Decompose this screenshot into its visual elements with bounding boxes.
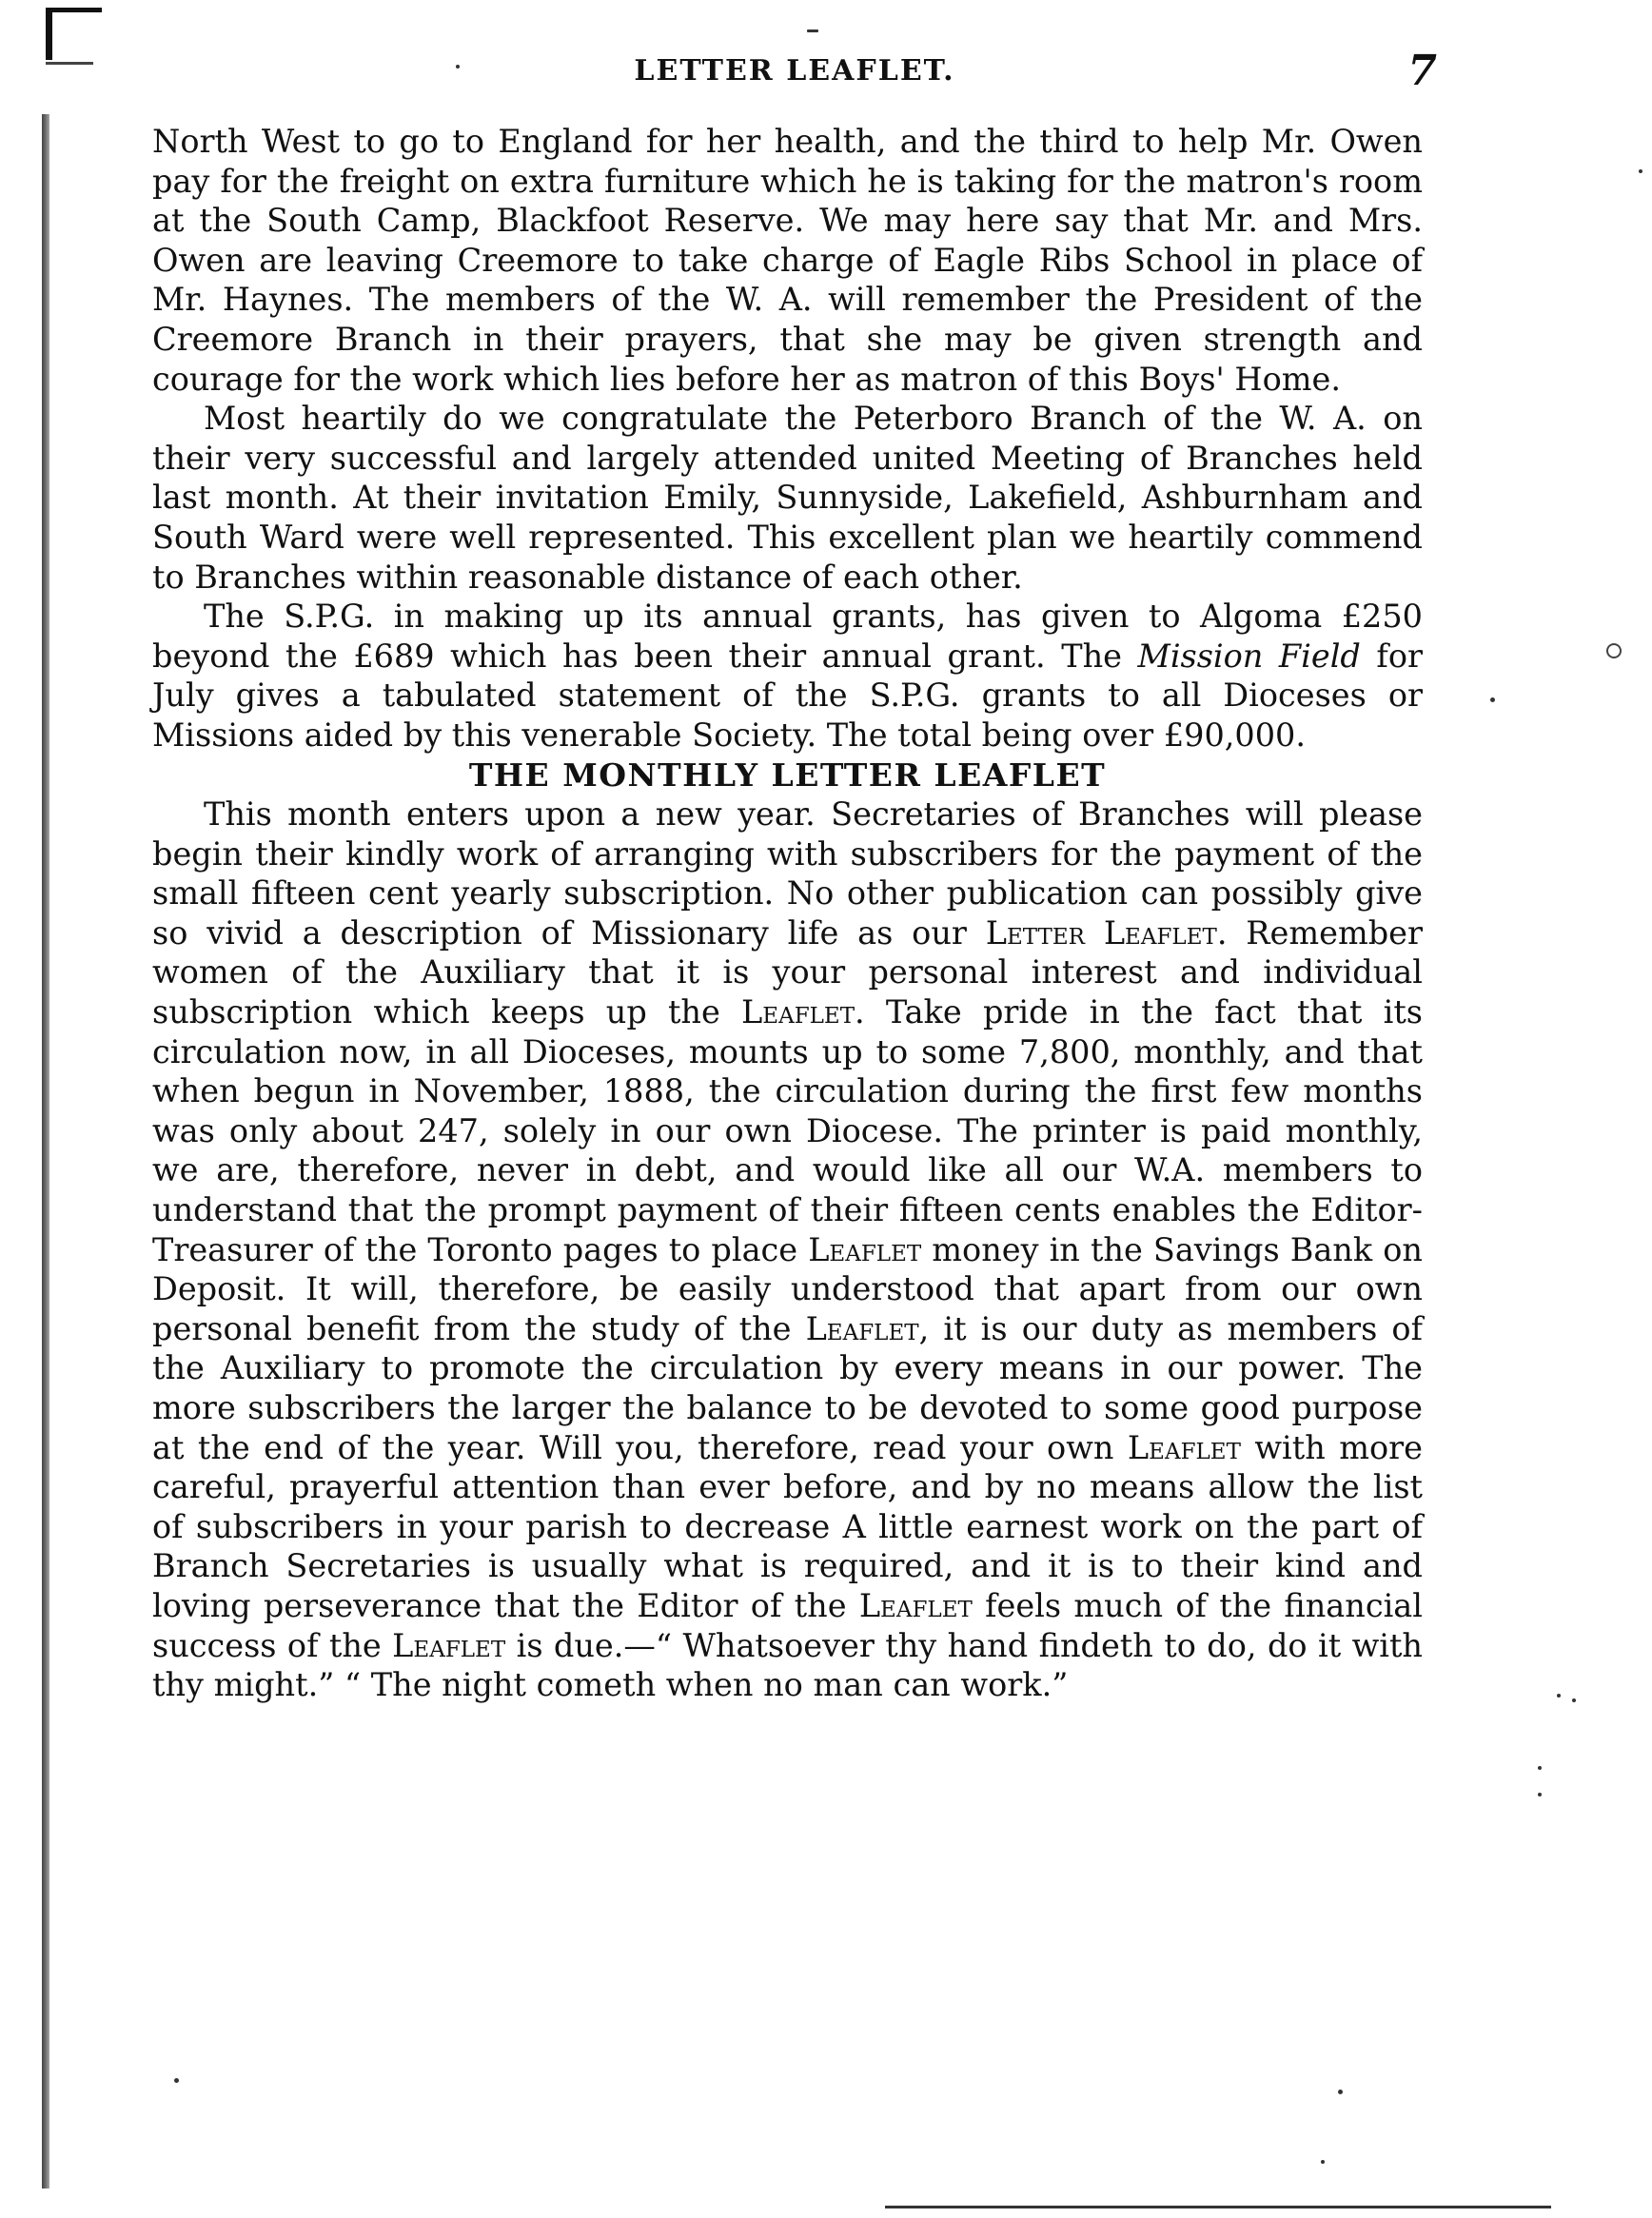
paragraph-3-text-b: for July gives a tabulated statement of the S.P.G. grants to all Dioceses or Missions aided by this venerable Society. The total being over £90,000. — [152, 637, 1424, 754]
speck — [1321, 2160, 1325, 2164]
running-title: LETTER LEAFLET. — [634, 54, 955, 88]
body-text — [152, 122, 1423, 1705]
bottom-scan-line — [885, 2206, 1551, 2208]
speck — [1606, 643, 1622, 658]
small-caps-leaflet-4: Leaflet — [1127, 1428, 1241, 1466]
paragraph-4-text-6: with more careful, prayerful attention than ever before, and by no means allow the list of subscribers in your parish to decrease A little earnest work on the part of Branch Secretaries is usually what is required, and it is to their kind and loving perseverance that the Editor of the — [152, 1428, 1424, 1624]
paragraph-4-text-1: This month enters upon a new year. Secretaries of Branches will please begin their kindly work of arranging with subscribers for the payment of the small fifteen cent yearly subscription. No other publication can possibly give so vivid a description of Missionary life as our — [152, 795, 1423, 952]
paragraph-4-text-3: Take pride in the fact that its circulation now, in all Dioceses, mounts up to some 7,800, monthly, and that when begun in November, 1888, the circulation during the first few months was only about 247, solely in our own Diocese. The printer is paid monthly, we are, therefore, never in debt, and would like all our W.A. members to understand that the prompt payment of their fifteen cents enables the Editor-Treasurer of the Toronto pages to place — [152, 993, 1423, 1268]
speck — [1557, 1694, 1561, 1698]
paragraph-2: Most heartily do we congratulate the Peterboro Branch of the W. A. on their very successful and largely attended united Meeting of Branches held last month. At their invitation Emily, Sunnyside, Lakefield, Ashburnham and South Ward were well represented. This excellent plan we heartily commend to Branches within reasonable distance of each other. — [152, 400, 1423, 596]
paragraph-4 — [152, 795, 1423, 1705]
speck — [807, 29, 818, 32]
binding-corner-mark — [46, 8, 102, 60]
paragraph-3 — [152, 597, 1423, 755]
speck — [1490, 697, 1495, 702]
speck — [456, 65, 460, 69]
paragraph-4-text-8: is due.—“ Whatsoever thy hand findeth to do, do it with thy might.” “ The night cometh when no man can work.” — [152, 1626, 1423, 1704]
speck — [174, 2078, 179, 2083]
small-caps-leaflet-3: Leaflet, — [805, 1309, 930, 1347]
small-caps-leaflet-2: Leaflet — [808, 1230, 922, 1268]
section-heading: THE MONTHLY LETTER LEAFLET — [468, 756, 1107, 794]
paragraph-4-text-7: feels much of the financial success of the — [152, 1586, 1423, 1664]
speck — [1538, 1766, 1542, 1770]
speck — [1338, 2090, 1343, 2094]
small-caps-leaflet-1: Leaflet. — [741, 993, 865, 1031]
small-caps-leaflet-5: Leaflet — [858, 1586, 973, 1624]
speck — [1639, 169, 1642, 173]
paragraph-3-text-a: The S.P.G. in making up its annual grants, has given to Algoma £250 beyond the £689 which has been their annual grant. The — [152, 598, 1423, 675]
speck — [1572, 1698, 1576, 1702]
binding-edge — [42, 114, 49, 2189]
speck — [1538, 1793, 1542, 1796]
small-caps-letter-leaflet: Letter Leaflet. — [985, 913, 1228, 952]
mission-field-title: Mission Field — [1137, 637, 1361, 675]
paragraph-1: North West to go to England for her health, and the third to help Mr. Owen pay for the freight on extra furniture which he is taking for the matron's room at the South Camp, Blackfoot Reserve. We may here say that Mr. and Mrs. Owen are leaving Creemore to take charge of Eagle Ribs School in place of Mr. Haynes. The members of the W. A. will remember the President of the Creemore Branch in their prayers, that she may be given strength and courage for the work which lies before her as matron of this Boys' Home. — [152, 123, 1423, 398]
page-header — [152, 47, 1437, 100]
paragraph-4-text-5: it is our duty as members of the Auxiliary to promote the circulation by every means in our power. The more subscribers the larger the balance to be devoted to some good purpose at the end of the year. Will you, therefore, read your own — [152, 1309, 1423, 1466]
small-caps-leaflet-6: Leaflet — [392, 1626, 506, 1664]
page-number: 7 — [1407, 47, 1437, 95]
paragraph-4-text-4: money in the Savings Bank on Deposit. It will, therefore, be easily understood that apart from our own personal benefit from the study of the — [152, 1230, 1423, 1347]
paragraph-4-text-2: Remember women of the Auxiliary that it is your personal interest and individual subscription which keeps up the — [152, 913, 1424, 1031]
